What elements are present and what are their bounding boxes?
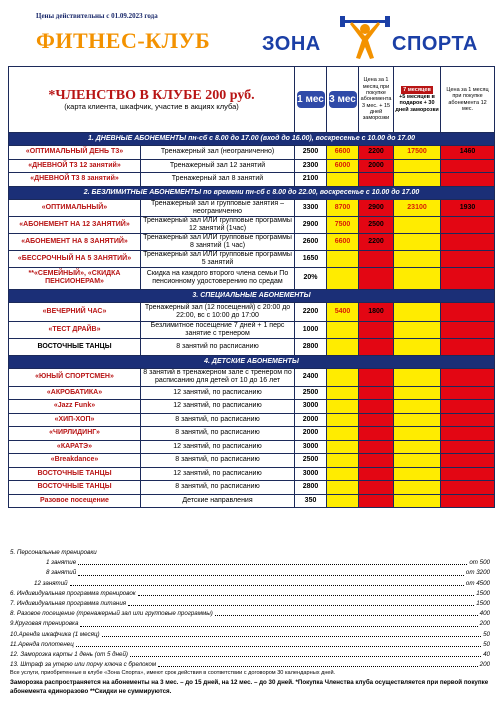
note-line [10,548,490,558]
price-monthly-equivalent [359,467,394,481]
price-12-months [441,267,495,289]
price-monthly-equivalent [359,338,394,355]
plan-name: «ХИП-ХОП» [9,413,141,427]
price-7-months [394,368,441,386]
plan-name: «Jazz Funk» [9,400,141,414]
footer [10,669,492,696]
price-3-months [327,267,359,289]
price-12-months [441,440,495,454]
price-7-months [394,454,441,468]
note-line [10,650,490,660]
plan-description: 8 занятий, по расписанию [141,427,295,441]
price-3-months: 5400 [327,302,359,321]
price-row [9,368,495,386]
note-line [10,640,490,650]
note-label: 13. Штраф за утерю или порчу ключа с брелоком [10,661,157,669]
plan-description: 8 занятий в тренажерном зале с тренером по расписанию для детей от 10 до 16 лет [141,368,295,386]
price-row [9,400,495,414]
price-12-months [441,386,495,400]
price-3-months [327,400,359,414]
price-1-month: 2500 [295,386,327,400]
plan-name: **«СЕМЕЙНЫЙ», «СКИДКА ПЕНСИОНЕРАМ» [9,267,141,289]
plan-description: 8 занятий, по расписанию [141,413,295,427]
price-monthly-equivalent: 1800 [359,302,394,321]
plan-description: 12 занятий, по расписанию [141,400,295,414]
plan-name: «Breakdance» [9,454,141,468]
note-label: 12. Заморозка карты 1 день (от 5 дней) [10,651,128,659]
logo [262,14,494,60]
plan-name: ВОСТОЧНЫЕ ТАНЦЫ [9,467,141,481]
section-header-row [9,355,495,368]
price-1-month: 2300 [295,159,327,173]
plan-description: Тренажерный зал 12 занятий [141,159,295,173]
price-7-months [394,386,441,400]
plan-description: 12 занятий, по расписанию [141,467,295,481]
price-3-months [327,481,359,495]
note-leader-dots [78,558,467,565]
plan-name: «ЧИРЛИДИНГ» [9,427,141,441]
price-1-month: 2600 [295,233,327,250]
plan-description: Тренажерный зал 8 занятий [141,173,295,187]
price-row [9,481,495,495]
plan-name: «БЕССРОЧНЫЙ НА 5 ЗАНЯТИЙ» [9,250,141,267]
price-row [9,199,495,216]
plan-name: «АКРОБАТИКА» [9,386,141,400]
price-row [9,413,495,427]
price-3-months [327,173,359,187]
price-row [9,321,495,338]
price-7-months: 17500 [394,146,441,160]
note-label: 7. Индивидуальная программа питания [10,600,127,608]
price-1-month: 2500 [295,146,327,160]
section-header-row [9,133,495,146]
price-1-month: 2000 [295,427,327,441]
price-monthly-equivalent: 2200 [359,233,394,250]
price-row [9,267,495,289]
plan-name: ВОСТОЧНЫЕ ТАНЦЫ [9,481,141,495]
col-header-1 [295,67,327,133]
col-header-monthly [359,67,394,133]
price-3-months [327,467,359,481]
footer-line-3: абонемента единоразово **Скидки не суммируются. [10,688,172,695]
plan-name: «ОПТИМАЛЬНЫЙ ДЕНЬ Т3» [9,146,141,160]
price-1-month: 2800 [295,338,327,355]
price-1-month: 2500 [295,454,327,468]
col-header-12 [441,67,495,133]
note-leader-dots [158,660,478,667]
notes-list [10,548,490,670]
note-value: 400 [479,610,490,618]
price-12-months: 1460 [441,146,495,160]
price-3-months [327,250,359,267]
price-3-months [327,494,359,508]
note-label: 10.Аренда шкафчика (1 месяц) [10,630,100,638]
membership-row [9,67,495,133]
price-12-months [441,494,495,508]
price-3-months [327,454,359,468]
price-12-months [441,427,495,441]
price-monthly-equivalent [359,386,394,400]
price-monthly-equivalent: 2000 [359,159,394,173]
plan-name: «КАРАТЭ» [9,440,141,454]
athlete-logo-icon [340,14,390,60]
prices-date: Цены действительны с 01.09.2023 года [36,12,158,20]
price-row [9,173,495,187]
price-7-months [394,216,441,233]
note-label: 8. Разовое посещение (тренажерный зал или групповые программы) [10,610,213,618]
plan-description: Тренажерный зал ИЛИ групповые программы 12 занятий (1час) [141,216,295,233]
col-header-3 [327,67,359,133]
note-line [10,579,490,589]
price-3-months [327,413,359,427]
price-7-months [394,467,441,481]
note-leader-dots [80,619,477,626]
price-7-months [394,400,441,414]
plan-name: ВОСТОЧНЫЕ ТАНЦЫ [9,338,141,355]
price-12-months [441,250,495,267]
price-monthly-equivalent [359,413,394,427]
plan-description: Тренажерный зал (12 посещений) с 20:00 до 22:00, вс с 10:00 до 17:00 [141,302,295,321]
price-row [9,494,495,508]
price-1-month: 1000 [295,321,327,338]
price-7-months: 23100 [394,199,441,216]
note-value: 50 [483,640,490,648]
plan-description: Тренажерный зал и групповые занятия – неограниченно [141,199,295,216]
price-12-months [441,159,495,173]
col-7-month-label: 7 месяцев [403,87,431,93]
price-7-months [394,233,441,250]
note-value: 200 [479,620,490,628]
note-line [10,599,490,609]
col-header-7 [394,67,441,133]
price-monthly-equivalent: 2900 [359,199,394,216]
price-12-months [441,302,495,321]
note-label: 9.Круговая тренировка [10,620,79,628]
plan-description: 12 занятий, по расписанию [141,440,295,454]
price-row [9,250,495,267]
price-monthly-equivalent [359,368,394,386]
price-3-months [327,321,359,338]
plan-description: Тренажерный зал ИЛИ групповые программы 5 занятий [141,250,295,267]
note-value: 1500 [476,589,490,597]
price-12-months [441,467,495,481]
price-row [9,338,495,355]
section-header-row [9,186,495,199]
price-7-months [394,481,441,495]
note-line [10,630,490,640]
price-12-months [441,413,495,427]
price-3-months: 7500 [327,216,359,233]
price-12-months: 1930 [441,199,495,216]
price-1-month: 3300 [295,199,327,216]
price-1-month: 2100 [295,173,327,187]
plan-name: «ЮНЫЙ СПОРТСМЕН» [9,368,141,386]
price-12-months [441,216,495,233]
price-row [9,386,495,400]
col-7-note: +5 месяцев в подарок + 30 дней заморозки [395,94,439,113]
price-3-months [327,338,359,355]
col-1-month-label: 1 мес [297,91,325,108]
note-leader-dots [70,579,464,586]
price-row [9,454,495,468]
price-12-months [441,481,495,495]
price-12-months [441,321,495,338]
note-label: 12 занятий [34,579,68,587]
price-monthly-equivalent [359,440,394,454]
price-row [9,302,495,321]
section-title: 2. БЕЗЛИМИТНЫЕ АБОНЕМЕНТЫ по времени пн-сб с 8.00 до 22.00, воскресенье с 10.00 до 17.00 [9,186,495,199]
plan-description: Скидка на каждого второго члена семьи По пенсионному удостоверению по средам [141,267,295,289]
price-12-months [441,173,495,187]
price-row [9,233,495,250]
footer-line-2: Заморозка распространяется на абонементы на 3 мес. – до 15 дней, на 12 мес. – до 30 дней. *Покупка Членства клуба осуществляется при первой покупке [10,679,489,686]
price-row [9,146,495,160]
price-3-months: 8700 [327,199,359,216]
price-3-months [327,368,359,386]
price-monthly-equivalent [359,173,394,187]
note-line [10,568,490,578]
plan-description: 8 занятий по расписанию [141,338,295,355]
price-1-month: 2800 [295,481,327,495]
plan-name: «ДНЕВНОЙ Т3 12 занятий» [9,159,141,173]
plan-description: 8 занятий, по расписанию [141,481,295,495]
price-7-months [394,267,441,289]
note-value: 1500 [476,600,490,608]
col-3-note: Цена за 1 месяц при покупке абонемента 3 мес. + 15 дней заморозки [360,77,392,122]
price-monthly-equivalent [359,267,394,289]
section-title: 3. СПЕЦИАЛЬНЫЕ АБОНЕМЕНТЫ [9,289,495,302]
price-7-months [394,173,441,187]
plan-name: «ВЕЧЕРНИЙ ЧАС» [9,302,141,321]
membership-title: *ЧЛЕНСТВО В КЛУБЕ 200 руб. [48,87,255,103]
plan-name: «ОПТИМАЛЬНЫЙ» [9,199,141,216]
price-3-months [327,386,359,400]
price-7-months [394,159,441,173]
price-1-month: 350 [295,494,327,508]
price-sheet [4,4,497,701]
note-leader-dots [128,599,474,606]
price-monthly-equivalent [359,481,394,495]
col-3-month-label: 3 мес [329,91,357,108]
note-leader-dots [102,630,482,637]
price-3-months: 6000 [327,159,359,173]
section-title: 4. ДЕТСКИЕ АБОНЕМЕНТЫ [9,355,495,368]
price-1-month: 3000 [295,467,327,481]
plan-description: 12 занятий, по расписанию [141,386,295,400]
note-value: 50 [483,630,490,638]
price-7-months [394,440,441,454]
section-header-row [9,289,495,302]
footer-line-1: Все услуги, приобретенные в клубе «Зона Спорта», имеют срок действия в соответствии с договором 30 календарных дней. [10,670,336,676]
note-value: от 3200 [465,569,490,577]
membership-subtitle: (карта клиента, шкафчик, участие в акциях клуба) [64,102,239,112]
price-1-month: 3000 [295,440,327,454]
price-monthly-equivalent [359,427,394,441]
note-label: 1 занятие [46,559,77,567]
price-monthly-equivalent: 2500 [359,216,394,233]
header [4,4,497,66]
price-1-month: 2900 [295,216,327,233]
note-value: от 4500 [465,579,490,587]
note-value: 200 [479,661,490,669]
note-label: 11.Аренда полотенец [10,640,74,648]
price-row [9,440,495,454]
price-monthly-equivalent [359,250,394,267]
price-12-months [441,368,495,386]
note-leader-dots [76,640,481,647]
price-table [8,66,495,508]
price-1-month: 3000 [295,400,327,414]
price-1-month: 1650 [295,250,327,267]
plan-description: Тренажерный зал ИЛИ групповые программы 8 занятий (1 час) [141,233,295,250]
price-1-month: 20% [295,267,327,289]
price-row [9,216,495,233]
price-7-months [394,413,441,427]
price-12-months [441,454,495,468]
price-row [9,467,495,481]
price-7-months [394,302,441,321]
plan-name: Разовое посещение [9,494,141,508]
price-7-months [394,494,441,508]
price-monthly-equivalent: 2200 [359,146,394,160]
note-line [10,558,490,568]
price-7-months [394,250,441,267]
price-1-month: 2400 [295,368,327,386]
logo-word-right: СПОРТА [392,33,478,55]
membership-cell [9,67,295,133]
plan-description: Детские направления [141,494,295,508]
note-line [10,609,490,619]
price-monthly-equivalent [359,400,394,414]
section-title: 1. ДНЕВНЫЕ АБОНЕМЕНТЫ пн-сб с 8.00 до 17.00 (вход до 16.00), воскресенье с 10.00 до 17.00 [9,133,495,146]
price-3-months: 6600 [327,233,359,250]
price-12-months [441,338,495,355]
price-monthly-equivalent [359,494,394,508]
plan-description: 8 занятий, по расписанию [141,454,295,468]
plan-name: «АБОНЕМЕНТ НА 8 ЗАНЯТИЙ» [9,233,141,250]
price-7-months [394,321,441,338]
note-leader-dots [78,568,464,575]
note-label: 5. Персональные тренировки [10,549,97,556]
price-3-months [327,427,359,441]
note-value: от 500 [469,559,490,567]
price-1-month: 2000 [295,413,327,427]
price-12-months [441,233,495,250]
price-1-month: 2200 [295,302,327,321]
col-12-note: Цена за 1 месяц при покупке абонемента 12 мес. [446,86,489,112]
price-7-months [394,338,441,355]
note-label: 8 занятий [46,569,77,577]
note-leader-dots [130,650,481,657]
price-row [9,427,495,441]
plan-name: «ТЕСТ ДРАЙВ» [9,321,141,338]
price-3-months [327,440,359,454]
note-value: 40 [483,651,490,659]
price-3-months: 6600 [327,146,359,160]
price-row [9,159,495,173]
plan-name: «АБОНЕМЕНТ НА 12 ЗАНЯТИЙ» [9,216,141,233]
plan-name: «ДНЕВНОЙ Т3 8 занятий» [9,173,141,187]
price-monthly-equivalent [359,454,394,468]
club-title: ФИТНЕС-КЛУБ [36,28,211,53]
note-line [10,619,490,629]
note-leader-dots [215,609,478,616]
plan-description: Тренажерный зал (неограниченно) [141,146,295,160]
note-leader-dots [138,589,475,596]
plan-description: Безлимитное посещение 7 дней + 1 перс занятие с тренером [141,321,295,338]
logo-word-left: ЗОНА [262,33,321,55]
note-label: 6. Индивидуальная программа тренировок [10,589,136,597]
price-7-months [394,427,441,441]
note-line [10,589,490,599]
price-monthly-equivalent [359,321,394,338]
price-12-months [441,400,495,414]
